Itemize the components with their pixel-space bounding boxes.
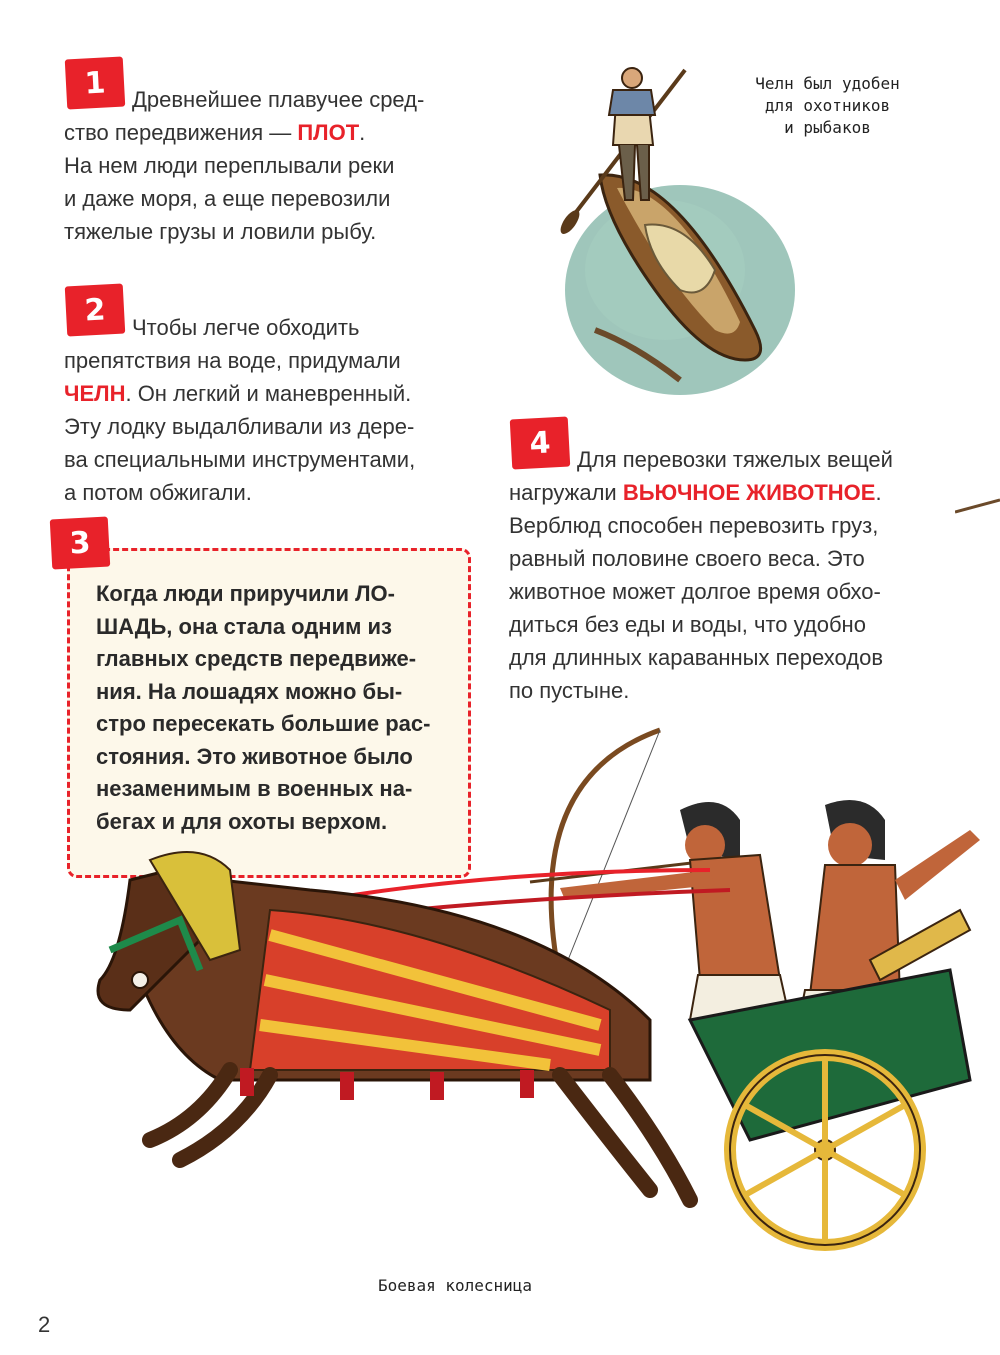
- section-4-badge: 4: [510, 417, 571, 470]
- text-segment: стояния. Это животное было: [96, 743, 413, 769]
- text-segment: а потом обжигали.: [64, 480, 252, 505]
- text-segment: Для перевозки тяжелых вещей: [577, 447, 893, 472]
- text-segment: препятствия на воде, придумали: [64, 348, 401, 373]
- bow: [551, 730, 660, 980]
- text-segment: На нем люди переплывали реки: [64, 153, 395, 178]
- text-line: [64, 344, 415, 377]
- text-segment: ния. На лошадях можно бы-: [96, 678, 403, 704]
- text-line: [509, 509, 893, 542]
- text-segment: . Он легкий и маневренный.: [125, 381, 412, 406]
- text-segment: Эту лодку выдалбливали из дере-: [64, 414, 415, 439]
- section-1-text: [64, 83, 424, 248]
- chariot-caption: Боевая колесница: [377, 1276, 533, 1295]
- boat-illustration: [555, 60, 795, 400]
- section-4-text: [509, 443, 893, 707]
- horse-legs: [150, 1070, 690, 1200]
- text-line: [64, 410, 415, 443]
- text-segment: ство передвижения —: [64, 120, 298, 145]
- text-segment: .: [359, 120, 366, 145]
- man-legs: [619, 145, 649, 200]
- text-line: [96, 611, 430, 644]
- man-shirt: [609, 90, 655, 115]
- text-segment: незаменимым в военных на-: [96, 776, 413, 801]
- highlight-term: ПЛОТ: [297, 120, 360, 145]
- bow-string: [560, 730, 660, 980]
- text-segment: по пустыне.: [509, 678, 630, 703]
- text-line: [509, 443, 893, 476]
- section-2-text: [64, 311, 415, 509]
- text-segment: Чтобы легче обходить: [132, 315, 360, 340]
- section-3-badge: 3: [50, 517, 111, 570]
- text-segment: главных средств передвиже-: [96, 646, 417, 671]
- text-line: [64, 215, 424, 248]
- text-segment: Верблюд способен перевозить груз,: [509, 513, 879, 538]
- text-line: [96, 643, 430, 676]
- boat-caption-line: для охотников: [764, 96, 891, 115]
- man-head: [622, 68, 642, 88]
- chariot-illustration: [90, 720, 1000, 1280]
- text-segment: нагружали: [509, 480, 623, 505]
- text-line: [64, 443, 415, 476]
- text-line: [64, 377, 415, 410]
- text-line: [64, 149, 424, 182]
- oar-blade: [557, 207, 583, 237]
- boat-caption-line: Челн был удобен: [755, 74, 900, 93]
- driver-head: [828, 823, 872, 867]
- driver-arm: [895, 830, 980, 900]
- text-line: [509, 608, 893, 641]
- text-line: [64, 116, 424, 149]
- text-line: [64, 182, 424, 215]
- text-segment: и даже моря, а еще перевозили: [64, 186, 391, 211]
- text-line: [64, 476, 415, 509]
- highlight-term: ВЬЮЧНОЕ ЖИВОТНОЕ: [622, 480, 876, 505]
- text-segment: для длинных караванных переходов: [509, 645, 883, 670]
- text-segment: бегах и для охоты верхом.: [96, 808, 388, 834]
- text-line: [509, 542, 893, 575]
- text-segment: ШАДЬ, она стала одним из: [96, 613, 392, 639]
- section-1-badge: 1: [65, 57, 126, 110]
- text-segment: Когда люди приручили ЛО-: [96, 581, 395, 606]
- text-line: [509, 476, 893, 509]
- text-line: [96, 676, 430, 709]
- text-segment: Древнейшее плавучее сред-: [132, 87, 425, 112]
- horse-eye: [132, 972, 148, 988]
- boat-caption-line: и рыбаков: [784, 118, 871, 137]
- text-line: [509, 674, 893, 707]
- text-segment: животное может долгое время обхо-: [509, 579, 881, 604]
- section-2-badge: 2: [65, 284, 126, 337]
- text-line: [509, 641, 893, 674]
- text-line: [64, 83, 424, 116]
- text-segment: .: [875, 480, 882, 505]
- text-line: [96, 578, 430, 611]
- page-number: 2: [38, 1312, 51, 1337]
- text-segment: тяжелые грузы и ловили рыбу.: [64, 219, 377, 244]
- text-segment: диться без еды и воды, что удобно: [509, 612, 866, 637]
- text-segment: равный половине своего веса. Это: [509, 546, 865, 571]
- text-line: [64, 311, 415, 344]
- text-line: [509, 575, 893, 608]
- text-segment: стро пересекать большие рас-: [96, 711, 431, 736]
- text-segment: ва специальными инструментами,: [64, 447, 416, 472]
- highlight-term: ЧЕЛН: [64, 381, 126, 406]
- spear-tip: [955, 490, 1000, 520]
